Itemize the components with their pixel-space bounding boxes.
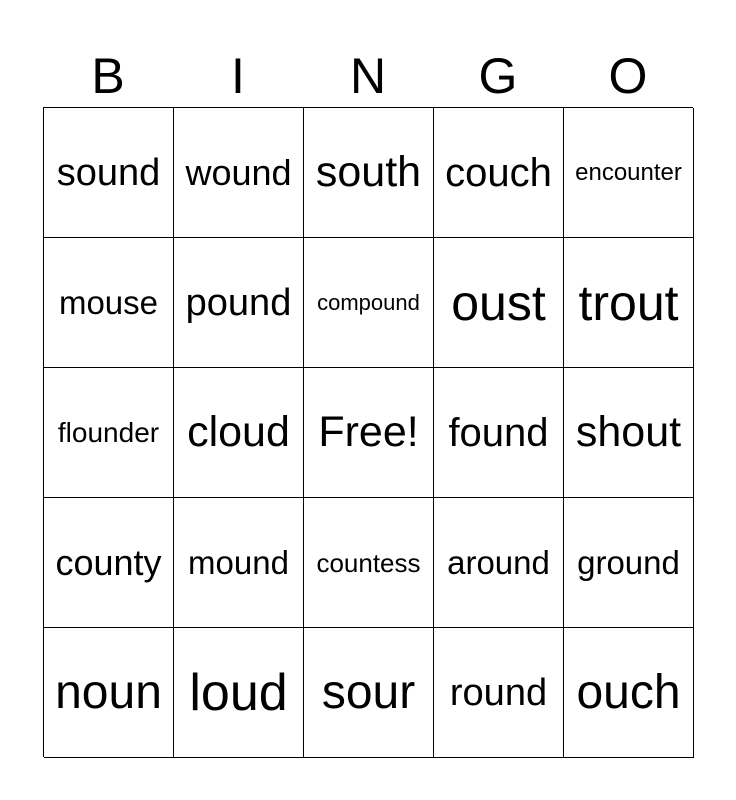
- header-letter-g: G: [478, 48, 518, 104]
- bingo-cell: couch: [434, 108, 564, 238]
- bingo-cell: found: [434, 368, 564, 498]
- bingo-cell: loud: [174, 628, 304, 758]
- bingo-cell: compound: [304, 238, 434, 368]
- header-letter-b: B: [91, 48, 125, 104]
- bingo-cell: shout: [564, 368, 694, 498]
- bingo-cell: countess: [304, 498, 434, 628]
- bingo-cell: wound: [174, 108, 304, 238]
- bingo-cell: south: [304, 108, 434, 238]
- bingo-cell: ouch: [564, 628, 694, 758]
- header-letter-o: O: [608, 48, 648, 104]
- free-space-cell: Free!: [304, 368, 434, 498]
- bingo-board: [43, 107, 693, 757]
- bingo-cell: trout: [564, 238, 694, 368]
- bingo-cell: around: [434, 498, 564, 628]
- bingo-cell: round: [434, 628, 564, 758]
- bingo-cell: ground: [564, 498, 694, 628]
- bingo-cell: oust: [434, 238, 564, 368]
- bingo-cell: cloud: [174, 368, 304, 498]
- header-letter-n: N: [349, 48, 387, 104]
- bingo-cell: county: [44, 498, 174, 628]
- bingo-cell: noun: [44, 628, 174, 758]
- bingo-cell: encounter: [564, 108, 694, 238]
- bingo-cell: sour: [304, 628, 434, 758]
- bingo-cell: mouse: [44, 238, 174, 368]
- header-letter-i: I: [231, 48, 245, 104]
- bingo-cell: flounder: [44, 368, 174, 498]
- bingo-cell: mound: [174, 498, 304, 628]
- bingo-cell: pound: [174, 238, 304, 368]
- bingo-header: [43, 44, 693, 108]
- bingo-cell: sound: [44, 108, 174, 238]
